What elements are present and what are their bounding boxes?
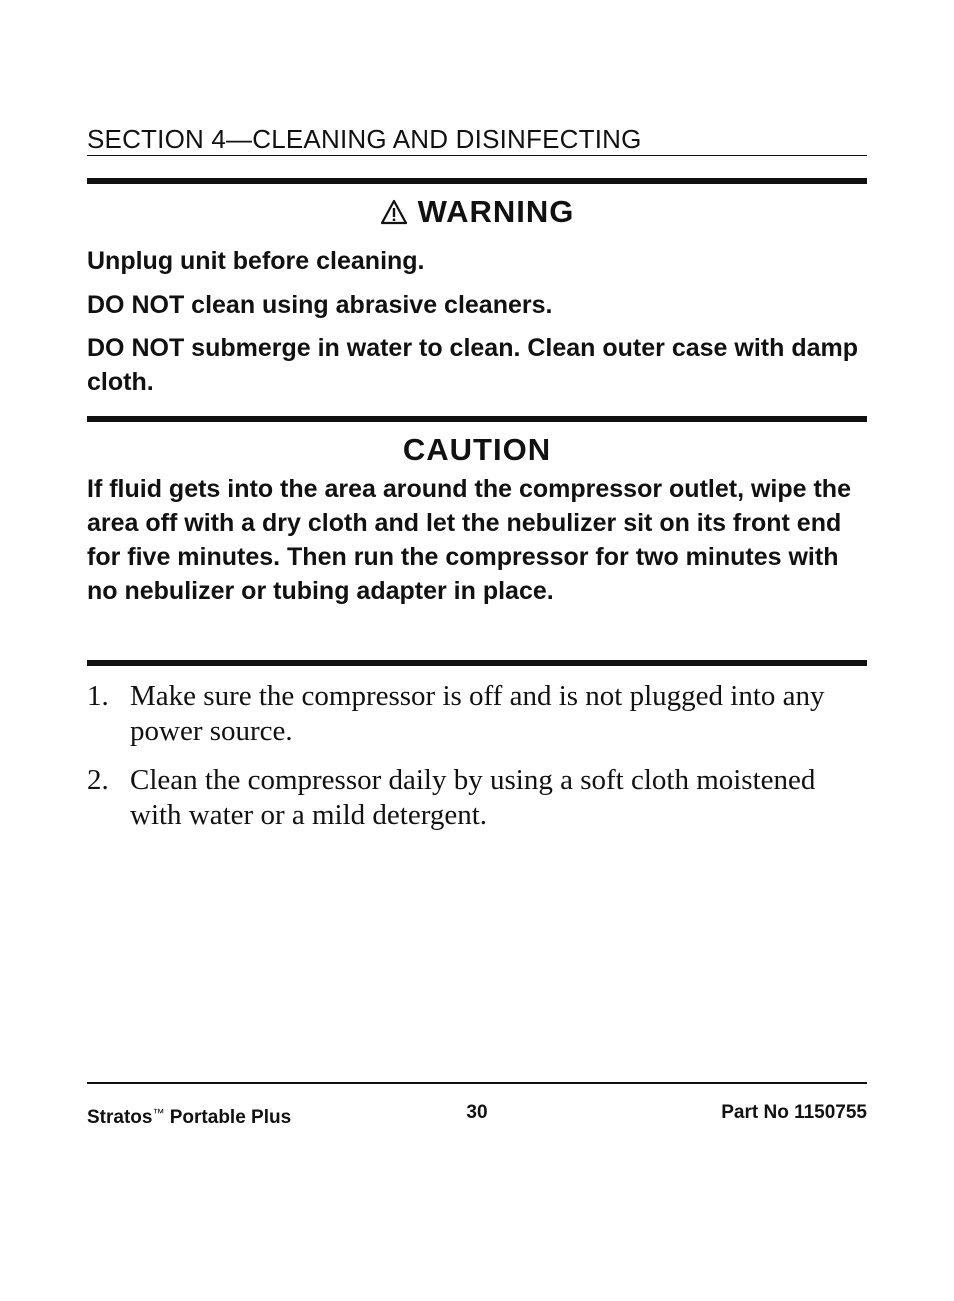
footer (87, 1099, 867, 1127)
warning-line-abrasive (87, 288, 867, 322)
step-number: 2. (87, 764, 109, 796)
warning-line-submerge (87, 331, 867, 399)
list-item (87, 763, 867, 833)
list-item (87, 679, 867, 749)
warning-line-submerge-text: submerge in water to clean. Clean outer case with damp cloth. (87, 334, 859, 396)
product-name-suffix: Portable Plus (164, 1107, 292, 1128)
caution-top-rule (87, 416, 867, 422)
warning-title-text: WARNING (417, 194, 575, 229)
section-header: SECTION 4—CLEANING AND DISINFECTING (87, 124, 867, 156)
caution-title: CAUTION (402, 432, 552, 467)
step-number: 1. (87, 680, 109, 712)
warning-title (87, 194, 867, 233)
part-number: Part No 1150755 (721, 1102, 867, 1123)
product-name: Stratos (87, 1107, 153, 1128)
caution-text: If fluid gets into the area around the compressor outlet, wipe the area off with a dry cloth and let the nebulizer sit on its front end for five minutes. Then run the compressor for two minutes with no nebulizer or tubing adapter in place. (87, 475, 851, 605)
warning-top-rule (87, 178, 867, 184)
step-text: Make sure the compressor is off and is not plugged into any power source. (130, 680, 825, 747)
page-number: 30 (466, 1102, 488, 1123)
warning-line-unplug: Unplug unit before cleaning. (87, 247, 425, 275)
warning-triangle-icon (380, 197, 408, 233)
warning-line-abrasive-text: clean using abrasive cleaners. (184, 291, 553, 319)
footer-rule (87, 1082, 867, 1084)
do-not-emphasis: DO NOT (87, 291, 185, 319)
trademark-symbol: ™ (152, 1106, 165, 1120)
do-not-emphasis: DO NOT (87, 334, 185, 362)
caution-bottom-rule (87, 660, 867, 666)
step-text: Clean the compressor daily by using a soft cloth moistened with water or a mild detergent. (130, 764, 816, 831)
cleaning-steps-list (87, 679, 867, 847)
